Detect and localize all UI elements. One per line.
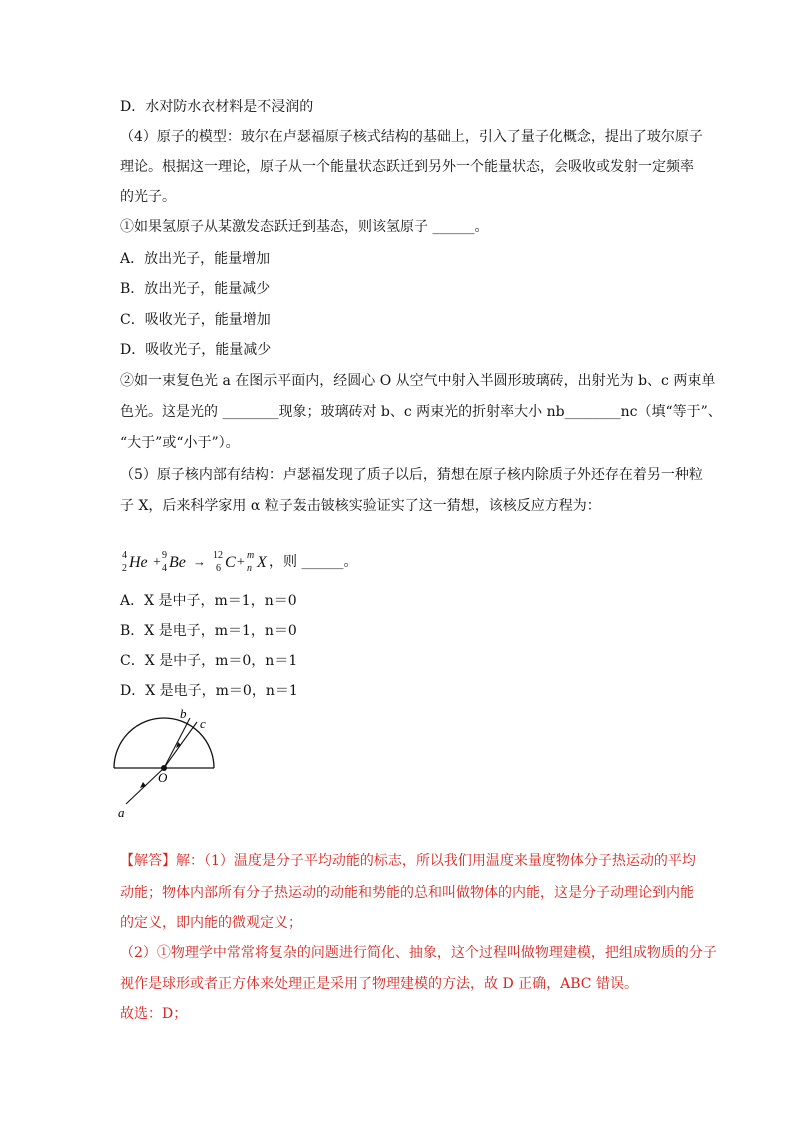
option-a: A．放出光子，能量增加 xyxy=(120,251,271,267)
question-4-line-3: 的光子。 xyxy=(120,189,176,205)
option-b: B．放出光子，能量减少 xyxy=(120,281,271,297)
he-mass-number: 4 xyxy=(122,550,127,561)
question-4-line-2: 理论。根据这一理论，原子从一个能量状态跃迁到另外一个能量状态，会吸收或发射一定频率 xyxy=(120,159,694,175)
subquestion-2-line-3: “大于”或“小于”）。 xyxy=(120,435,240,451)
option-c: C．吸收光子，能量增加 xyxy=(120,312,271,328)
nuclear-reaction-equation xyxy=(120,548,420,576)
option-d-line: D．水对防水衣材料是不浸润的 xyxy=(120,99,314,115)
option-c: C．X 是中子，m＝0，n＝1 xyxy=(120,653,298,669)
x-symbol: X xyxy=(257,554,267,571)
answer-line-2: 动能；物体内部所有分子热运动的动能和势能的总和叫做物体的内能，这是分子动理论到内能 xyxy=(120,885,694,901)
question-5-line-2: 子 X，后来科学家用 α 粒子轰击铍核实验证实了这一猜想，该核反应方程为： xyxy=(120,498,601,514)
option-d: D．吸收光子，能量减少 xyxy=(120,342,272,358)
plus-sign: + xyxy=(237,555,245,570)
subquestion-1: ①如果氢原子从某激发态跃迁到基态，则该氢原子 ______。 xyxy=(120,219,489,235)
arrow-icon xyxy=(140,782,146,788)
answer-line-3: 的定义，即内能的微观定义； xyxy=(120,915,302,931)
option-d: D．X 是电子，m＝0，n＝1 xyxy=(120,683,298,699)
be-mass-number: 9 xyxy=(162,550,167,561)
subquestion-2-line-1: ②如一束复色光 a 在图示平面内，经圆心 O 从空气中射入半圆形玻璃砖，出射光为 b、c 两束单 xyxy=(120,373,716,389)
be-symbol: Be xyxy=(169,554,186,571)
question-5-line-1: （5）原子核内部有结构：卢瑟福发现了质子以后，猜想在原子核内除质子外还存在着另一种粒 xyxy=(120,467,703,483)
c-symbol: C xyxy=(225,554,236,571)
answer-line-1: 【解答】解：（1）温度是分子平均动能的标志，所以我们用温度来量度物体分子热运动的平均 xyxy=(120,853,696,869)
answer-line-5: 视作是球形或者正方体来处理正是采用了物理建模的方法，故 D 正确，ABC 错误。 xyxy=(120,976,638,992)
question-4-line-1: （4）原子的模型：玻尔在卢瑟福原子核式结构的基础上，引入了量子化概念，提出了玻尔原子 xyxy=(120,129,703,145)
label-b: b xyxy=(180,706,187,721)
option-a: A．X 是中子，m＝1，n＝0 xyxy=(120,593,297,609)
semicircle-glass-brick xyxy=(114,718,214,768)
be-atomic-number: 4 xyxy=(162,563,167,574)
answer-line-4: （2）①物理学中常常将复杂的问题进行简化、抽象，这个过程叫做物理建模，把组成物质的分子 xyxy=(120,945,717,961)
refraction-diagram xyxy=(104,702,234,830)
label-a: a xyxy=(118,805,125,820)
label-o: O xyxy=(158,770,168,785)
formula-tail: ，则 ______。 xyxy=(269,554,358,570)
x-atomic-number: n xyxy=(247,563,252,574)
refracted-ray-b xyxy=(164,718,190,768)
label-c: c xyxy=(200,716,206,731)
plus-sign: + xyxy=(153,555,161,570)
reaction-arrow: → xyxy=(193,554,206,569)
x-mass-number: m xyxy=(247,550,255,561)
answer-line-6: 故选：D； xyxy=(120,1006,188,1022)
he-atomic-number: 2 xyxy=(122,563,127,574)
c-mass-number: 12 xyxy=(213,550,223,561)
he-symbol: He xyxy=(129,554,148,571)
c-atomic-number: 6 xyxy=(216,563,221,574)
subquestion-2-line-2: 色光。这是光的 ________现象；玻璃砖对 b、c 两束光的折射率大小 nb________nc（填“等于”、 xyxy=(120,404,722,420)
option-b: B．X 是电子，m＝1，n＝0 xyxy=(120,623,297,639)
